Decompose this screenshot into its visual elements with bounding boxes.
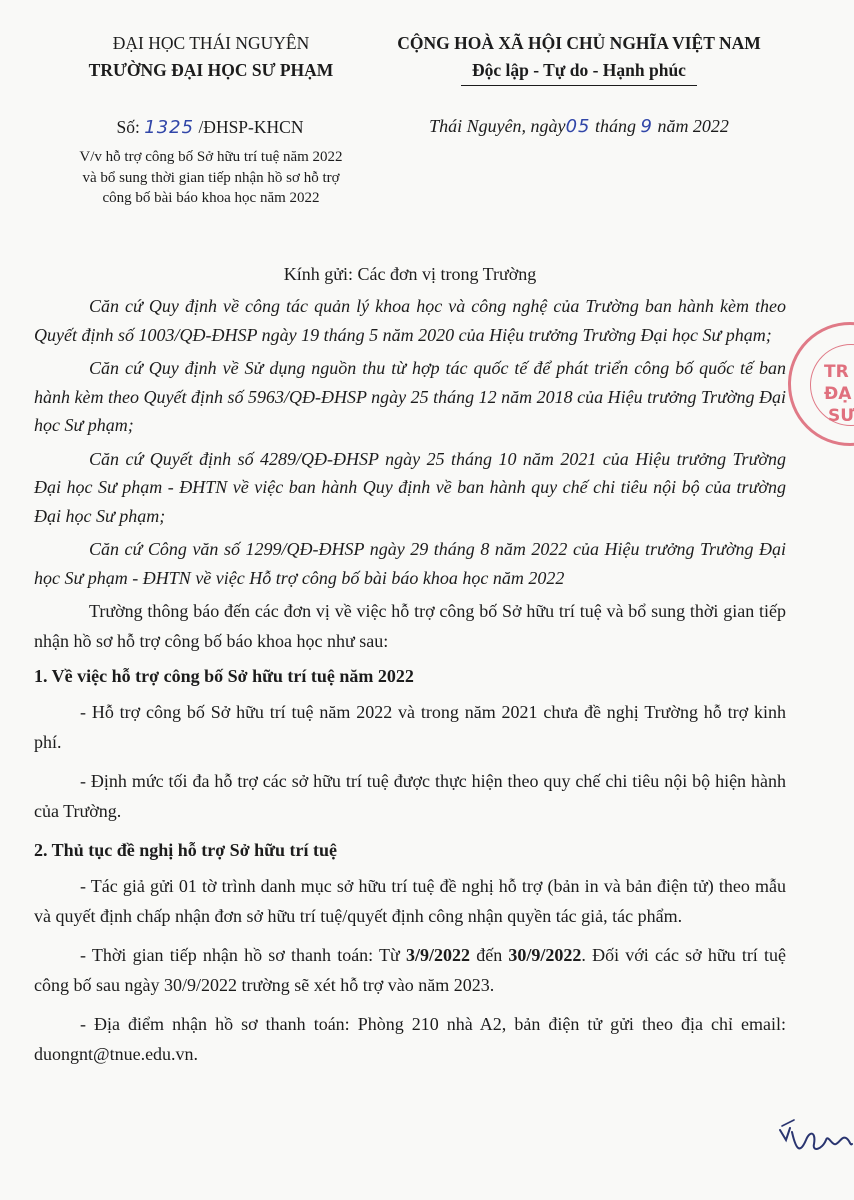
letter-body (34, 260, 786, 1079)
subject-line: V/v hỗ trợ công bố Sở hữu trí tuệ năm 2022 và bổ sung thời gian tiếp nhận hồ sơ hỗ trợ công bố bài báo khoa học năm 2022 (79, 149, 343, 206)
seal-text-line-1: TR (824, 362, 849, 382)
section-2-item-2: - Thời gian tiếp nhận hồ sơ thanh toán: Từ 3/9/2022 đến 30/9/2022. Đối với các sở hữu trí tuệ công bố sau ngày 30/9/2022 trường sẽ xét hỗ trợ vào năm 2023. (34, 945, 786, 995)
seal-text-line-3: SƯ (828, 406, 854, 426)
handwritten-day: 05 (565, 116, 591, 137)
issue-date: Thái Nguyên, ngày05 tháng 9 năm 2022 (429, 116, 729, 137)
parent-organization: ĐẠI HỌC THÁI NGUYÊN (112, 33, 310, 53)
section-2-item-1: - Tác giả gửi 01 tờ trình danh mục sở hữu trí tuệ đề nghị hỗ trợ (bản in và bản điện tử) theo mẫu và quyết định chấp nhận đơn sở hữu trí tuệ/quyết định công nhận quyền tác giả, tác phẩm. (34, 876, 786, 926)
section-1-item-2: - Định mức tối đa hỗ trợ các sở hữu trí tuệ được thực hiện theo quy chế chi tiêu nội bộ hiện hành của Trường. (34, 771, 786, 821)
section-2-heading: 2. Thủ tục đề nghị hỗ trợ Sở hữu trí tuệ (34, 840, 337, 860)
handwritten-signature (776, 1110, 854, 1160)
issuing-organization: TRƯỜNG ĐẠI HỌC SƯ PHẠM (88, 60, 334, 80)
issuer-block (56, 30, 366, 84)
national-motto: Độc lập - Tự do - Hạnh phúc (472, 60, 686, 80)
nation-title: CỘNG HOÀ XÃ HỘI CHỦ NGHĨA VIỆT NAM (397, 33, 761, 53)
legal-basis-3: Căn cứ Quyết định số 4289/QĐ-ĐHSP ngày 25 tháng 10 năm 2021 của Hiệu trưởng Trường Đại học Sư phạm - ĐHTN về việc ban hành Quy định về ban hành quy chế chi tiêu nội bộ của trường Đại học Sư phạm; (34, 448, 786, 526)
handwritten-month: 9 (640, 116, 653, 137)
salutation: Kính gửi: Các đơn vị trong Trường (283, 264, 537, 284)
handwritten-number: 1325 (144, 117, 195, 138)
section-1-item-1: - Hỗ trợ công bố Sở hữu trí tuệ năm 2022 và trong năm 2021 chưa đề nghị Trường hỗ trợ kinh phí. (34, 702, 786, 752)
legal-basis-1: Căn cứ Quy định về công tác quản lý khoa học và công nghệ của Trường ban hành kèm theo Quyết định số 1003/QĐ-ĐHSP ngày 19 tháng 5 năm 2020 của Hiệu trưởng Trường Đại học Sư phạm; (34, 296, 786, 345)
document-number: Số: 1325 /ĐHSP-KHCN (116, 117, 304, 138)
motto-underline (461, 85, 697, 86)
legal-basis-4: Căn cứ Công văn số 1299/QĐ-ĐHSP ngày 29 tháng 8 năm 2022 của Hiệu trưởng Trường Đại học Sư phạm - ĐHTN về việc Hỗ trợ công bố bài báo khoa học năm 2022 (34, 539, 786, 588)
section-2-item-3: - Địa điểm nhận hồ sơ thanh toán: Phòng 210 nhà A2, bản điện tử gửi theo địa chỉ email: duongnt@tnue.edu.vn. (34, 1014, 786, 1064)
seal-text-line-2: ĐẠ (824, 384, 852, 404)
national-heading (372, 30, 786, 86)
section-1-heading: 1. Về việc hỗ trợ công bố Sở hữu trí tuệ năm 2022 (34, 666, 414, 686)
intro-paragraph: Trường thông báo đến các đơn vị về việc hỗ trợ công bố Sở hữu trí tuệ và bổ sung thời gian tiếp nhận hồ sơ hỗ trợ công bố báo khoa học như sau: (34, 601, 786, 651)
legal-basis-2: Căn cứ Quy định về Sử dụng nguồn thu từ hợp tác quốc tế để phát triển công bố quốc tế ban hành kèm theo Quyết định số 5963/QĐ-ĐHSP ngày 25 tháng 12 năm 2018 của Hiệu trưởng Trường Đại học Sư phạm; (34, 358, 786, 435)
